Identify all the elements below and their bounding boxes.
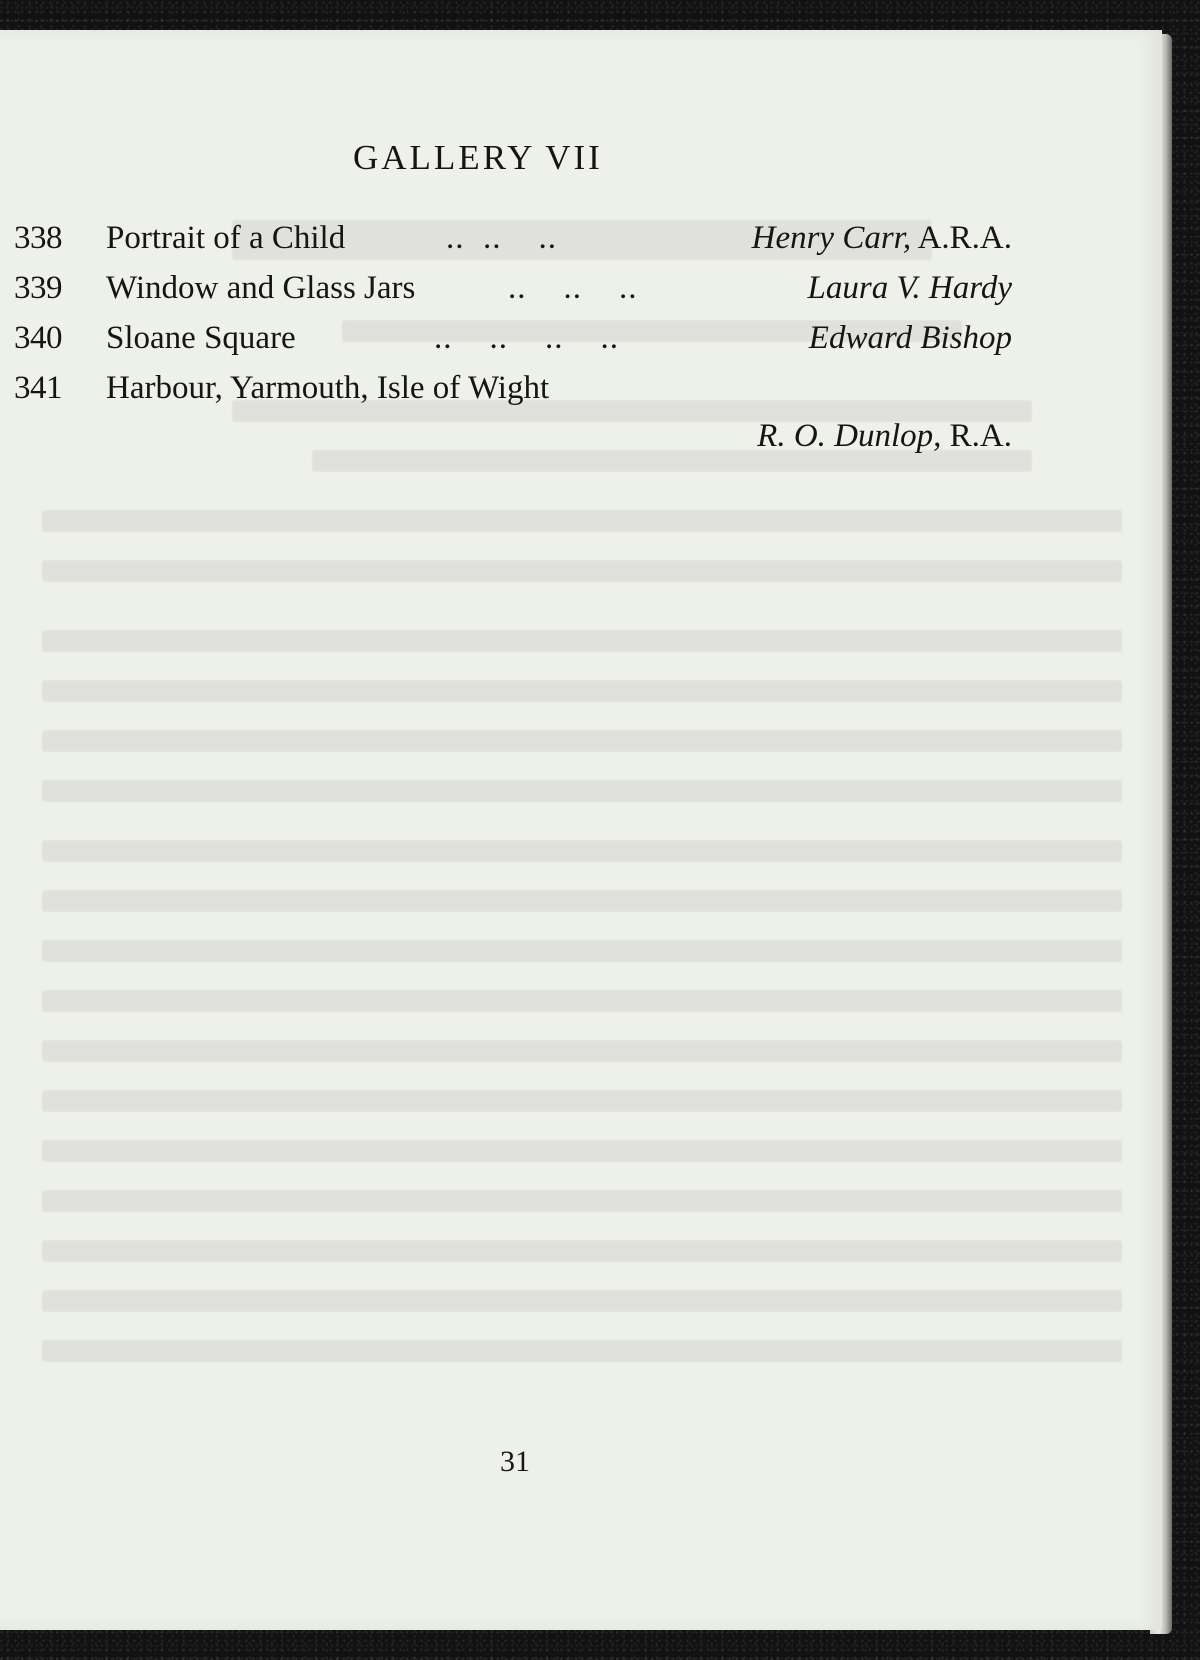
catalogue-entry — [14, 366, 1012, 410]
artist-name: Edward Bishop — [808, 320, 1012, 356]
entry-number: 340 — [14, 320, 62, 356]
artist-honours: A.R.A. — [917, 220, 1012, 256]
entry-number: 338 — [14, 220, 62, 256]
page-content — [0, 30, 1162, 1630]
entry-artist — [809, 316, 1012, 360]
entry-title: Portrait of a Child — [106, 220, 346, 256]
entry-title: Window and Glass Jars — [106, 270, 416, 306]
entry-number: 341 — [14, 370, 62, 406]
artist-honours: R.A. — [949, 418, 1012, 454]
entry-number: 339 — [14, 270, 62, 306]
gallery-heading: GALLERY VII — [353, 138, 603, 177]
catalogue-entry — [14, 216, 1012, 260]
book-page — [0, 30, 1162, 1630]
leader-dots: .. .. .. .. — [434, 320, 619, 356]
artist-name: Henry Carr, — [751, 220, 912, 256]
leader-dots: .. .. .. — [508, 270, 638, 306]
artist-name: R. O. Dunlop, — [757, 418, 942, 454]
catalogue-entry — [14, 316, 1012, 360]
catalogue-entry — [14, 266, 1012, 310]
entry-artist — [757, 414, 1012, 458]
entry-artist — [752, 216, 1012, 260]
page-number: 31 — [500, 1445, 530, 1478]
entry-title: Sloane Square — [106, 320, 296, 356]
catalogue-entry-continuation — [14, 414, 1012, 458]
entry-artist — [808, 266, 1012, 310]
leader-dots: .. .. .. — [446, 220, 557, 256]
entry-title: Harbour, Yarmouth, Isle of Wight — [106, 370, 550, 406]
artist-name: Laura V. Hardy — [807, 270, 1012, 306]
